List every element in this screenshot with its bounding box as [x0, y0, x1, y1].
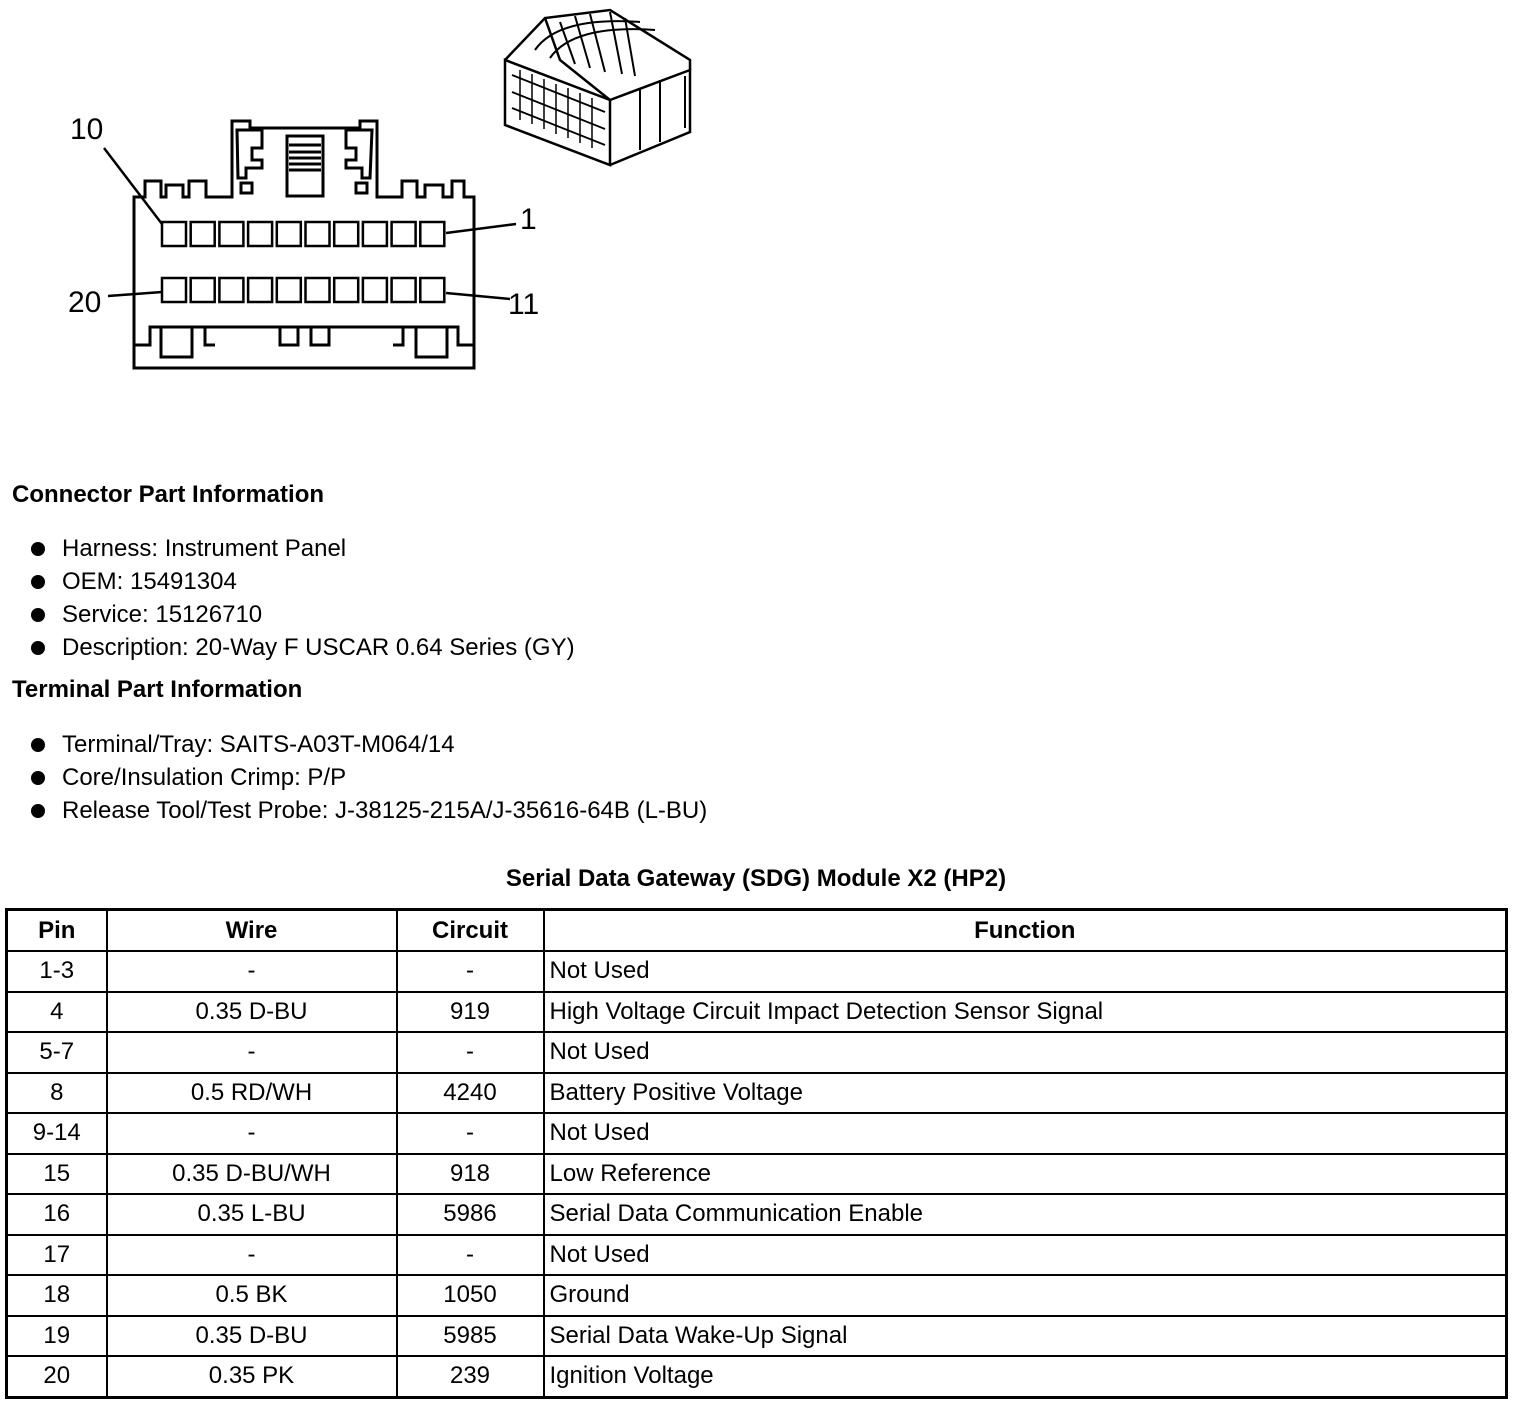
keying-feature [161, 327, 192, 357]
table-row [7, 1235, 1507, 1276]
pin-label-20: 20 [68, 286, 102, 319]
cell-function: Low Reference [544, 1154, 1507, 1195]
pin-cavity [191, 222, 215, 246]
pin-cavity [363, 222, 387, 246]
connector-info-list [30, 532, 575, 664]
pin-cavity [420, 278, 444, 302]
cell-wire: 0.5 BK [107, 1275, 397, 1316]
cell-function: Serial Data Wake-Up Signal [544, 1316, 1507, 1357]
cell-wire: 0.35 PK [107, 1356, 397, 1397]
cell-wire: - [107, 1235, 397, 1276]
connector-isometric-image [505, 10, 690, 165]
cell-function: Not Used [544, 951, 1507, 992]
table-row [7, 1356, 1507, 1397]
cell-pin: 8 [7, 1073, 107, 1114]
cell-wire: - [107, 1113, 397, 1154]
table-title: Serial Data Gateway (SDG) Module X2 (HP2) [505, 865, 1007, 892]
cell-function: High Voltage Circuit Impact Detection Sensor Signal [544, 992, 1507, 1033]
item-text: Service: 15126710 [62, 601, 263, 628]
cell-function: Not Used [544, 1113, 1507, 1154]
cell-pin: 1-3 [7, 951, 107, 992]
bullet-icon [31, 738, 45, 752]
pin-cavity [334, 222, 358, 246]
cell-circuit: - [397, 1235, 544, 1276]
list-item [30, 565, 575, 598]
pin-cavity [420, 222, 444, 246]
pin-label-11: 11 [508, 288, 540, 321]
bullet-icon [31, 542, 45, 556]
table-row [7, 1275, 1507, 1316]
bullet-icon [31, 575, 45, 589]
pin-cavity [277, 222, 301, 246]
cell-circuit: - [397, 951, 544, 992]
cell-pin: 4 [7, 992, 107, 1033]
pin-label-1: 1 [520, 203, 537, 236]
table-row [7, 1154, 1507, 1195]
list-item [30, 598, 575, 631]
pin-label-10: 10 [70, 113, 104, 146]
pin-cavity [248, 222, 272, 246]
cell-circuit: 918 [397, 1154, 544, 1195]
item-text: Core/Insulation Crimp: P/P [62, 764, 347, 791]
cell-wire: 0.5 RD/WH [107, 1073, 397, 1114]
terminal-info-list [30, 728, 707, 827]
item-text: Release Tool/Test Probe: J-38125-215A/J-35616-64B (L-BU) [62, 797, 708, 824]
cell-circuit: 1050 [397, 1275, 544, 1316]
pin-cavity [277, 278, 301, 302]
cell-pin: 16 [7, 1194, 107, 1235]
cell-circuit: 5985 [397, 1316, 544, 1357]
cell-circuit: 239 [397, 1356, 544, 1397]
table-header-row [7, 910, 1507, 952]
cell-function: Ground [544, 1275, 1507, 1316]
leader-line-pin-11 [446, 293, 510, 299]
pin-cavity [306, 278, 330, 302]
keying-feature [134, 327, 215, 345]
item-text: Terminal/Tray: SAITS-A03T-M064/14 [62, 731, 455, 758]
cell-function: Serial Data Communication Enable [544, 1194, 1507, 1235]
bullet-icon [31, 608, 45, 622]
list-item [30, 794, 707, 827]
column-header-function: Function [544, 910, 1507, 952]
cell-pin: 20 [7, 1356, 107, 1397]
cell-function: Not Used [544, 1032, 1507, 1073]
cell-wire: 0.35 L-BU [107, 1194, 397, 1235]
item-text: OEM: 15491304 [62, 568, 237, 595]
item-text: Description: 20-Way F USCAR 0.64 Series (GY) [62, 634, 575, 661]
connector-diagram [0, 0, 760, 400]
pin-cavity [219, 278, 243, 302]
cell-circuit: 4240 [397, 1073, 544, 1114]
keying-feature [393, 327, 474, 345]
list-item [30, 631, 575, 664]
pin-cavity [162, 222, 186, 246]
column-header-wire: Wire [107, 910, 397, 952]
cell-pin: 19 [7, 1316, 107, 1357]
latch-detail [346, 130, 372, 193]
table-row [7, 951, 1507, 992]
list-item [30, 728, 707, 761]
list-item [30, 761, 707, 794]
cell-circuit: 919 [397, 992, 544, 1033]
connector-info-heading: Connector Part Information [12, 481, 325, 508]
pin-cavity [334, 278, 358, 302]
keying-feature [280, 327, 329, 345]
cell-pin: 5-7 [7, 1032, 107, 1073]
cell-function: Ignition Voltage [544, 1356, 1507, 1397]
cell-wire: 0.35 D-BU [107, 992, 397, 1033]
pin-cavity [306, 222, 330, 246]
cell-function: Battery Positive Voltage [544, 1073, 1507, 1114]
table-row [7, 1032, 1507, 1073]
cell-circuit: 5986 [397, 1194, 544, 1235]
cell-function: Not Used [544, 1235, 1507, 1276]
leader-line-pin-1 [446, 224, 516, 233]
cell-wire: 0.35 D-BU/WH [107, 1154, 397, 1195]
pin-cavity [363, 278, 387, 302]
cell-circuit: - [397, 1113, 544, 1154]
cell-pin: 17 [7, 1235, 107, 1276]
bullet-icon [31, 641, 45, 655]
column-header-circuit: Circuit [397, 910, 544, 952]
table-row [7, 1194, 1507, 1235]
cell-wire: 0.35 D-BU [107, 1316, 397, 1357]
keying-feature [416, 327, 447, 357]
cell-pin: 18 [7, 1275, 107, 1316]
cell-pin: 15 [7, 1154, 107, 1195]
terminal-info-heading: Terminal Part Information [12, 676, 303, 703]
latch-detail [237, 130, 262, 193]
cell-wire: - [107, 1032, 397, 1073]
table-row [7, 1113, 1507, 1154]
column-header-pin: Pin [7, 910, 107, 952]
pin-cavity [219, 222, 243, 246]
cell-wire: - [107, 951, 397, 992]
item-text: Harness: Instrument Panel [62, 535, 347, 562]
table-row [7, 1073, 1507, 1114]
pin-table [5, 908, 1508, 1399]
pin-cavity [248, 278, 272, 302]
latch-detail [287, 136, 323, 196]
pin-cavity [191, 278, 215, 302]
pin-cavity [162, 278, 186, 302]
pin-cavity [392, 278, 416, 302]
cell-pin: 9-14 [7, 1113, 107, 1154]
bullet-icon [31, 804, 45, 818]
table-row [7, 992, 1507, 1033]
pin-cavity [392, 222, 416, 246]
table-row [7, 1316, 1507, 1357]
bullet-icon [31, 771, 45, 785]
list-item [30, 532, 575, 565]
cell-circuit: - [397, 1032, 544, 1073]
